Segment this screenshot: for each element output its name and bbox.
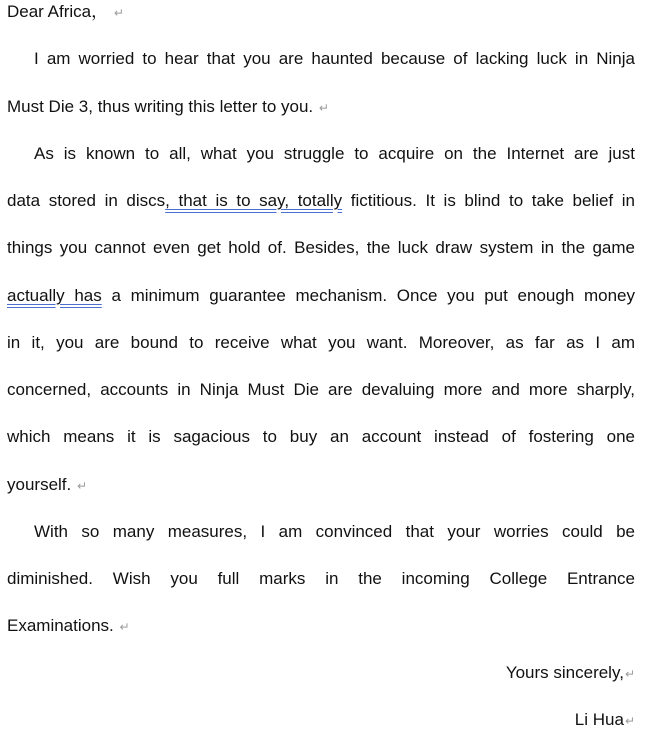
closing-line [7, 661, 635, 685]
grammar-underline[interactable]: actually has [7, 286, 102, 305]
para2-line2 [7, 189, 635, 213]
para3-line3 [7, 614, 635, 638]
para1-line1: I am worried to hear that you are haunted because of lacking luck in Ninja [34, 49, 635, 68]
para1-line2-text: Must Die 3, thus writing this letter to you. [7, 97, 314, 116]
para2-line8-text: yourself. [7, 475, 72, 494]
paragraph-mark-icon: ↵ [624, 667, 635, 681]
signature: Li Hua [574, 710, 624, 729]
para2-line3: things you cannot even get hold of. Besides, the luck draw system in the game [7, 238, 635, 257]
paragraph-mark-icon: ↵ [318, 101, 329, 115]
para3-line1: With so many measures, I am convinced that your worries could be [34, 522, 635, 541]
para1-line2 [7, 95, 635, 119]
paragraph-mark-icon: ↵ [76, 479, 88, 493]
paragraph-mark-icon: ↵ [113, 6, 124, 20]
paragraph-mark-icon: ↵ [119, 620, 130, 634]
para2-line4-end: a minimum guarantee mechanism. Once you put enough money [101, 286, 635, 305]
para2-line5: in it, you are bound to receive what you want. Moreover, as far as I am [7, 333, 635, 352]
closing: Yours sincerely, [505, 663, 624, 682]
salutation-line [7, 0, 635, 24]
para3-line2: diminished. Wish you full marks in the incoming College Entrance [7, 569, 635, 588]
para2-line8 [7, 473, 635, 497]
paragraph-mark-icon: ↵ [624, 714, 635, 728]
signature-line [7, 708, 635, 732]
grammar-underline[interactable]: , that is to say, totally [165, 191, 343, 210]
para2-line6: concerned, accounts in Ninja Must Die are devaluing more and more sharply, [7, 380, 635, 399]
para2-line4 [7, 284, 635, 308]
para2-line1: As is known to all, what you struggle to acquire on the Internet are just [34, 144, 635, 163]
para2-line2-start: data stored in discs [7, 191, 166, 210]
para3-line3-text: Examinations. [7, 616, 114, 635]
salutation: Dear Africa， [7, 2, 109, 21]
para2-line2-end: fictitious. It is blind to take belief in [342, 191, 635, 210]
para2-line7: which means it is sagacious to buy an account instead of fostering one [7, 427, 635, 446]
